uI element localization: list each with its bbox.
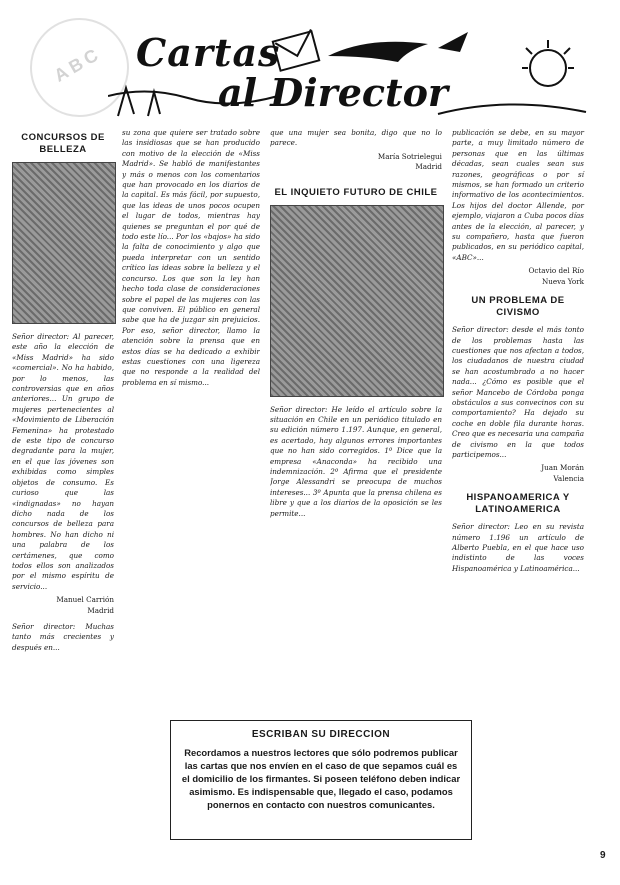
- headline-hispanoamerica: HISPANOAMERICA Y LATINOAMERICA: [466, 492, 570, 516]
- letter-body: Señor director: desde el más tonto de los problemas hasta las cuestiones que nos afectan a todos, los ciudadanos de nuestra ciudad se han acostumbrado a no hacer nada... ¿Cómo es posible que el señor Mancebo de Córdoba ponga obstáculos a sus convecinos con su comportamiento? Ha dejado su coche en doble fila durante horas. Creo que es necesaria una campaña de civismo en la que todos participemos...: [452, 325, 584, 459]
- letter-tail: Señor director: Muchas tanto más crecientes y después en...: [12, 621, 114, 652]
- page-number: 9: [600, 850, 606, 861]
- headline-civismo: UN PROBLEMA DE CIVISMO: [471, 295, 565, 319]
- column-4: [452, 128, 584, 574]
- letter-body: Señor director: Leo en su revista número 1.196 un artículo de Alberto Puebla, en el que hace uso indistinto de las voces Hispanoamérica y Latinoamérica...: [452, 522, 584, 573]
- letter-body: Señor director: He leído el artículo sobre la situación en Chile en un periódico titulado en su edición número 1.197. Aunque, en general, es acertado, hay algunos errores importantes que no han sido corregidos. 1º Dice que la empresa «Anaconda» ha recibido una indemnización. 2º Afirma que el presidente Jorge Alessandri se preocupa de muchos intereses... 3º Apunta que la prensa chilena es libre y que a los diarios de la oposición se les permite...: [270, 404, 442, 518]
- column-3: [270, 128, 442, 573]
- letter-signature: Manuel Carrión Madrid: [56, 595, 114, 615]
- section-masthead: [108, 26, 588, 118]
- masthead-word-cartas: Cartas: [136, 30, 281, 75]
- notice-box: [170, 720, 472, 840]
- notice-text: Recordamos a nuestros lectores que sólo podremos publicar las cartas que nos envíen en el caso de que sepamos cuál es el domicilio de los firmantes. Si poseen teléfono deben indicar asimismo. Es indispensable que, llegado el caso, podamos ponernos en contacto con nuestros comunicantes.: [181, 747, 461, 810]
- stamp-text: ABC: [50, 43, 105, 86]
- headline-concursos: CONCURSOS DE BELLEZA: [21, 132, 105, 155]
- notice-title: ESCRIBAN SU DIRECCION: [251, 729, 391, 740]
- letter-signature: Octavio del Río Nueva York: [528, 266, 584, 286]
- column-1: [12, 128, 114, 653]
- letter-signature: Juan Morán Valencia: [541, 463, 584, 483]
- headline-chile: EL INQUIETO FUTURO DE CHILE: [274, 186, 438, 198]
- column-2: [122, 128, 260, 708]
- letter-body: Señor director: Al parecer, este año la elección de «Miss Madrid» ha sido «comercial». No ha habido, por lo menos, las controversias que en años anteriores... Un grupo de mujeres pertenecientes al «Movimiento de Liberación Femenina» ha protestado de este tipo de concurso degradante para la mujer, en el que las jóvenes son exhibidas como simples objetos de consumo. Es curioso que las «indignadas» no hayan dicho nada de los concursos de belleza para hombres. No han dicho ni una palabra de los certámenes, que como todos ellos son analizados por el mismo espíritu de servicio...: [12, 332, 114, 591]
- photo-chile: [270, 205, 444, 397]
- letter-body-continued: su zona que quiere ser tratado sobre las insidiosas que se han producido con motivo de la elección de «Miss Madrid». Se habló de manifestantes y más o menos con los comentarios que han provocado en los diarios de la capital. Es más fácil, por supuesto, que las ideas de unos pocos ocupen el lugar de todos, mientras hay quienes se preguntan el por qué de todo este lío... Por los «bajos» ha sido la falta de conocimiento y algo que pueda interpretar con un sentido crítico las ideas sobre la belleza y el concurso. Los que son la ley han hecho toda clase de consideraciones sobre el papel de las mujeres con las que conviven. El público en general sabe que ha de juzgar sin prejuicios. Por eso, señor director, llamo la atención sobre la prensa que en estos días se ha dedicado a exhibir estas cuestiones con una ligereza que no responde a la realidad del problema en sí mismo...: [122, 128, 260, 387]
- letter-signature: María Sotrielegui Madrid: [377, 151, 442, 172]
- masthead-word-al-director: al Director: [218, 70, 448, 115]
- letter-body: publicación se debe, en su mayor parte, a muy limitado número de personas que en las últimas décadas, sean cuales sean sus razones, geográficas o por sí mismos, se han formado un criterio informativo de los acontecimientos. Los hijos del doctor Allende, por ejemplo, viajaron a Cuba pocos días antes de la elección, al parecer, y su compañero, hasta que fueron publicados, en su periódico capital, «ABC»...: [452, 128, 584, 262]
- photo-beauty-contest: [12, 162, 116, 324]
- letter-closing: que una mujer sea bonita, digo que no lo parece.: [270, 128, 442, 148]
